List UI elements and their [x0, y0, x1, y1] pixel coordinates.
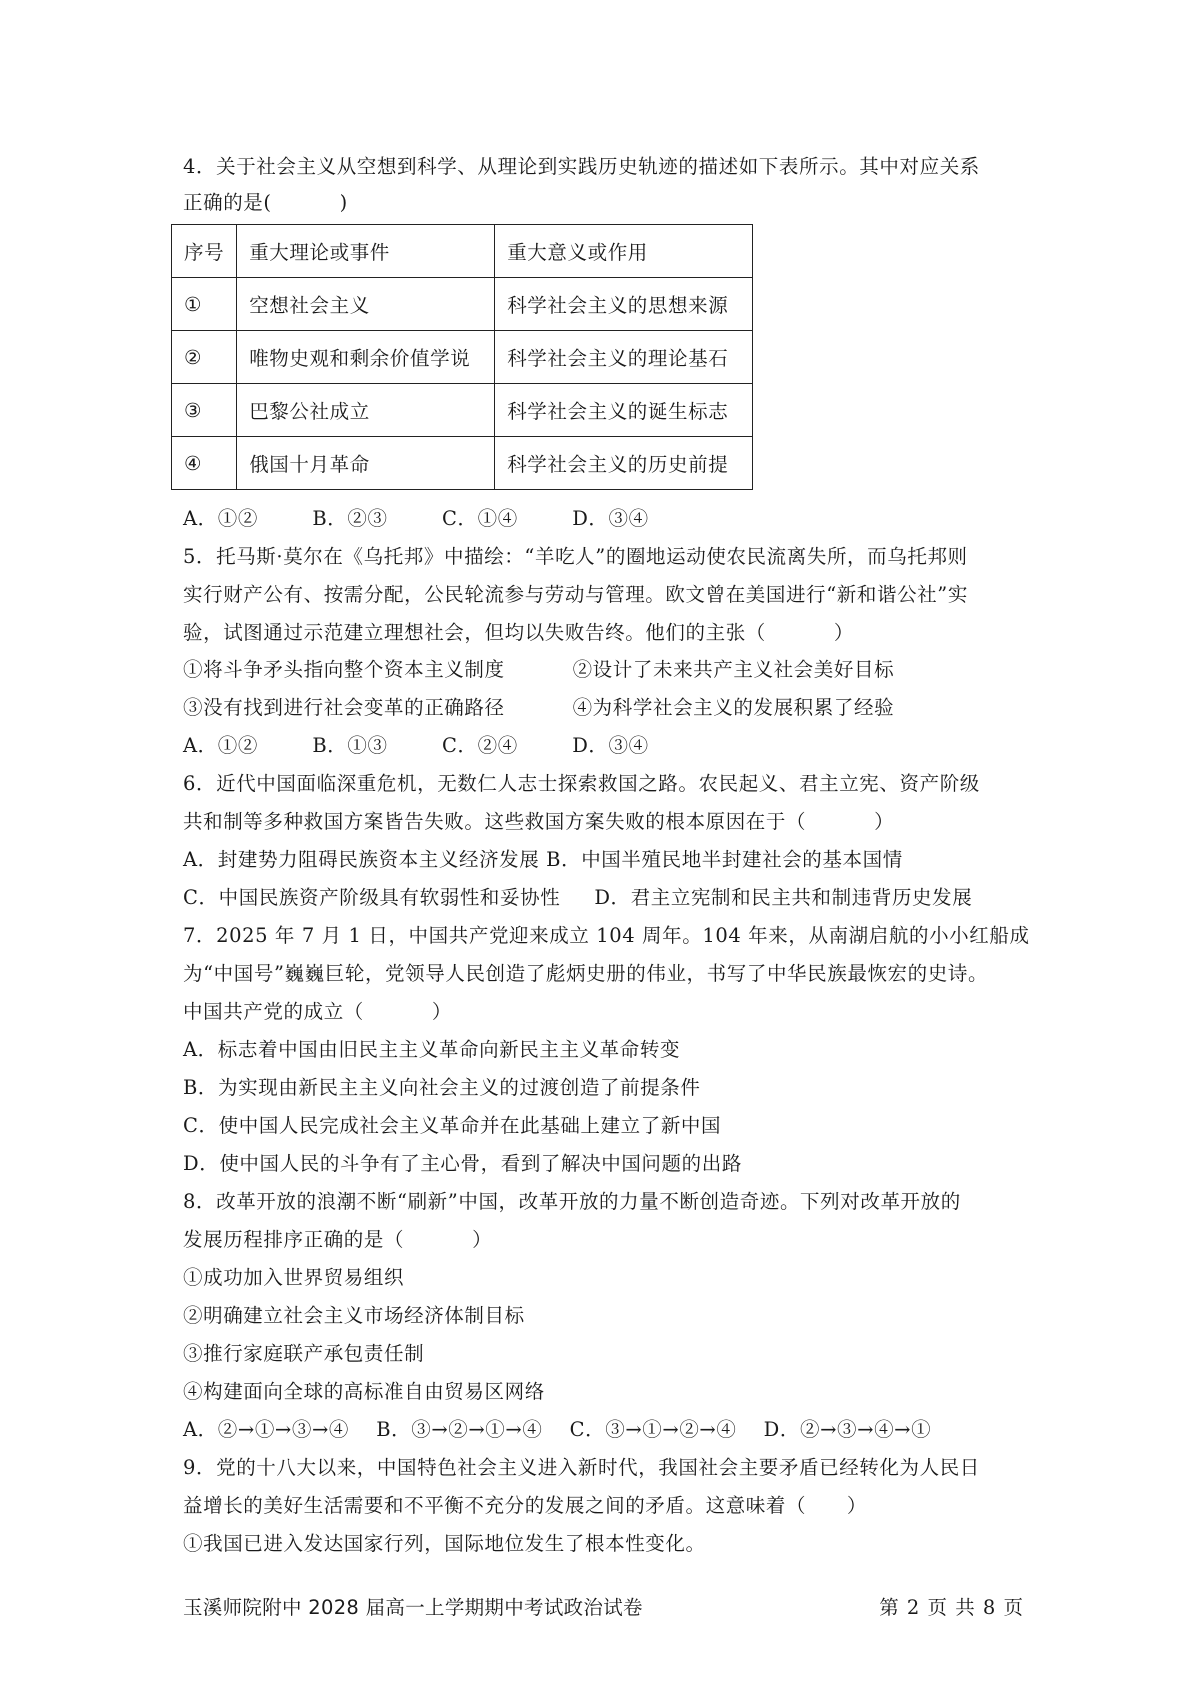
q5-options: A．①② B．①③ C．②④ D．③④	[183, 734, 649, 757]
q8-line: 发展历程排序正确的是（ ）	[183, 1228, 493, 1251]
q5-line: 5．托马斯·莫尔在《乌托邦》中描绘：“羊吃人”的圈地运动使农民流离失所，而乌托邦则	[183, 545, 968, 568]
table-cell: 空想社会主义	[237, 278, 495, 331]
q9-item: ①我国已进入发达国家行列，国际地位发生了根本性变化。	[183, 1532, 706, 1555]
q6-line: 共和制等多种救国方案皆告失败。这些救国方案失败的根本原因在于（ ）	[183, 810, 895, 833]
q7-line: 为“中国号”巍巍巨轮，党领导人民创造了彪炳史册的伟业，书写了中华民族最恢宏的史诗。	[183, 962, 989, 985]
q5-choice-line: ③没有找到进行社会变革的正确路径 ④为科学社会主义的发展积累了经验	[183, 696, 895, 719]
q7-option-b: B．为实现由新民主主义向社会主义的过渡创造了前提条件	[183, 1076, 701, 1099]
q4-stem-line1: 4．关于社会主义从空想到科学、从理论到实践历史轨迹的描述如下表所示。其中对应关系	[183, 155, 980, 178]
table-cell: ②	[172, 331, 237, 384]
table-cell: ④	[172, 437, 237, 490]
table-row	[172, 384, 753, 437]
q5-line: 验，试图通过示范建立理想社会，但均以失败告终。他们的主张（ ）	[183, 621, 854, 644]
q6-option-line: C．中国民族资产阶级具有软弱性和妥协性 D．君主立宪制和民主共和制违背历史发展	[183, 886, 973, 909]
table-cell: 科学社会主义的历史前提	[495, 437, 753, 490]
table-cell: 俄国十月革命	[237, 437, 495, 490]
table-header-cell: 重大意义或作用	[495, 225, 753, 278]
q8-options: A．②→①→③→④ B．③→②→①→④ C．③→①→②→④ D．②→③→④→①	[183, 1418, 932, 1441]
q7-line: 中国共产党的成立（ ）	[183, 1000, 452, 1023]
table-row	[172, 437, 753, 490]
q5-choice-line: ①将斗争矛头指向整个资本主义制度 ②设计了未来共产主义社会美好目标	[183, 658, 895, 681]
q8-item: ④构建面向全球的高标准自由贸易区网络	[183, 1380, 545, 1403]
q7-option-d: D．使中国人民的斗争有了主心骨，看到了解决中国问题的出路	[183, 1152, 742, 1175]
q4-options: A．①② B．②③ C．①④ D．③④	[183, 507, 649, 530]
q7-option-c: C．使中国人民完成社会主义革命并在此基础上建立了新中国	[183, 1114, 722, 1137]
table-row	[172, 331, 753, 384]
table-cell: 唯物史观和剩余价值学说	[237, 331, 495, 384]
table-row	[172, 278, 753, 331]
q8-line: 8．改革开放的浪潮不断“刷新”中国，改革开放的力量不断创造奇迹。下列对改革开放的	[183, 1190, 961, 1213]
q9-line: 9．党的十八大以来，中国特色社会主义进入新时代，我国社会主要矛盾已经转化为人民日	[183, 1456, 980, 1479]
table-header-cell: 重大理论或事件	[237, 225, 495, 278]
q4-table	[171, 224, 753, 490]
table-cell: 科学社会主义的诞生标志	[495, 384, 753, 437]
table-cell: 巴黎公社成立	[237, 384, 495, 437]
q8-item: ③推行家庭联产承包责任制	[183, 1342, 425, 1365]
q6-line: 6．近代中国面临深重危机，无数仁人志士探索救国之路。农民起义、君主立宪、资产阶级	[183, 772, 980, 795]
q5-line: 实行财产公有、按需分配，公民轮流参与劳动与管理。欧文曾在美国进行“新和谐公社”实	[183, 583, 968, 606]
table-cell: 科学社会主义的思想来源	[495, 278, 753, 331]
footer-exam-title: 玉溪师院附中 2028 届高一上学期期中考试政治试卷	[183, 1596, 643, 1619]
table-cell: ③	[172, 384, 237, 437]
footer-page-number: 第 2 页 共 8 页	[879, 1596, 1024, 1619]
q6-option-line: A．封建势力阻碍民族资本主义经济发展 B．中国半殖民地半封建社会的基本国情	[183, 848, 903, 871]
q8-item: ①成功加入世界贸易组织	[183, 1266, 405, 1289]
table-cell: ①	[172, 278, 237, 331]
q7-option-a: A．标志着中国由旧民主主义革命向新民主主义革命转变	[183, 1038, 681, 1061]
q9-line: 益增长的美好生活需要和不平衡不充分的发展之间的矛盾。这意味着（ ）	[183, 1494, 867, 1517]
q7-line: 7．2025 年 7 月 1 日，中国共产党迎来成立 104 周年。104 年来，从南湖启航的小小红船成	[183, 924, 1030, 947]
table-cell: 科学社会主义的理论基石	[495, 331, 753, 384]
q4-stem-line2: 正确的是( )	[183, 191, 348, 214]
table-header-row	[172, 225, 753, 278]
table-header-cell: 序号	[172, 225, 237, 278]
q8-item: ②明确建立社会主义市场经济体制目标	[183, 1304, 525, 1327]
